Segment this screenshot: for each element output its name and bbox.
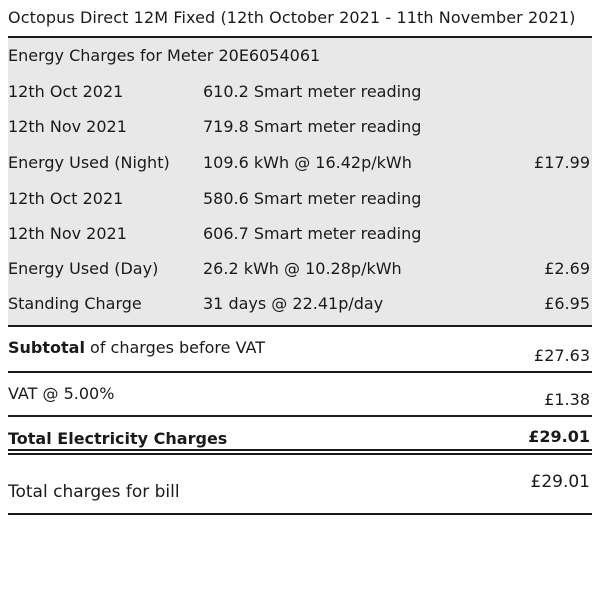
vat-row	[8, 373, 592, 417]
charge-row	[8, 144, 592, 181]
charge-row	[8, 109, 592, 144]
vat-label: VAT @ 5.00%	[8, 384, 115, 403]
charge-row-label: Energy Used (Night)	[8, 153, 170, 172]
charge-row-detail: 580.6 Smart meter reading	[203, 189, 422, 208]
tariff-title: Octopus Direct 12M Fixed (12th October 2021 - 11th November 2021)	[8, 0, 592, 38]
charge-row-date: 12th Nov 2021	[8, 224, 127, 243]
charge-row-date: 12th Nov 2021	[8, 117, 127, 136]
subtotal-label-bold: Subtotal	[8, 338, 85, 357]
charge-row-date: 12th Oct 2021	[8, 82, 124, 101]
charge-row-detail: 606.7 Smart meter reading	[203, 224, 422, 243]
charge-row-detail: 610.2 Smart meter reading	[203, 82, 422, 101]
total-bill-row	[8, 453, 592, 515]
total-electricity-amount: £29.01	[528, 427, 590, 446]
charge-row	[8, 216, 592, 251]
total-electricity-label: Total Electricity Charges	[8, 429, 228, 448]
charge-row	[8, 286, 592, 321]
charge-row-label: Standing Charge	[8, 294, 142, 313]
subtotal-label	[8, 338, 265, 357]
charge-row-amount: £17.99	[534, 153, 590, 172]
total-electricity-row	[8, 417, 592, 451]
total-bill-amount: £29.01	[530, 472, 590, 492]
charge-row-date: 12th Oct 2021	[8, 189, 124, 208]
charge-row	[8, 74, 592, 109]
charge-row	[8, 181, 592, 216]
charge-row-amount: £6.95	[544, 294, 590, 313]
subtotal-row	[8, 327, 592, 373]
charge-row-detail: 109.6 kWh @ 16.42p/kWh	[203, 153, 412, 172]
meter-heading: Energy Charges for Meter 20E6054061	[8, 46, 321, 65]
charge-row-amount: £2.69	[544, 259, 590, 278]
bill-summary	[8, 327, 592, 515]
total-bill-label: Total charges for bill	[8, 482, 180, 502]
vat-amount: £1.38	[544, 390, 590, 409]
charge-row-detail: 31 days @ 22.41p/day	[203, 294, 384, 313]
charge-row-detail: 26.2 kWh @ 10.28p/kWh	[203, 259, 402, 278]
subtotal-amount: £27.63	[534, 346, 590, 365]
energy-charges-block	[8, 38, 592, 327]
subtotal-label-rest: of charges before VAT	[84, 338, 265, 357]
charge-row-label: Energy Used (Day)	[8, 259, 159, 278]
charge-row	[8, 251, 592, 286]
charge-row-detail: 719.8 Smart meter reading	[203, 117, 422, 136]
bill-section	[8, 0, 592, 515]
